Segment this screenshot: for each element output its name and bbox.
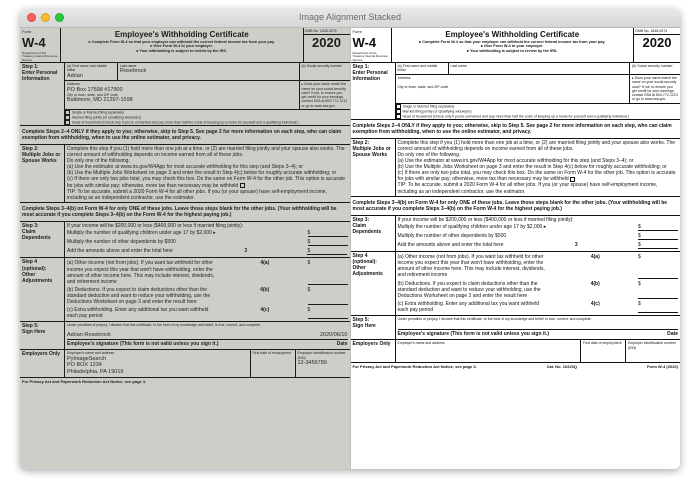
employer-value: PyImageSearch — [67, 355, 107, 362]
dollar-sign: $ — [307, 248, 311, 255]
date-label: Date — [336, 341, 348, 348]
ssn-field[interactable] — [630, 63, 680, 74]
complete-steps-2-4: Complete Steps 2–4 ONLY if they apply to you; otherwise, skip to Step 5. See page 2 for more information on each step, who can claim exemption from withholding, when to use the online estimator, and privacy. — [20, 126, 350, 145]
step4-title: Other Adjustments — [22, 271, 53, 284]
step4b-line — [398, 280, 679, 300]
first-name-field[interactable] — [65, 63, 118, 80]
filing-status-line — [396, 104, 681, 119]
form-title: Employee's Withholding Certificate — [445, 30, 580, 39]
signature-label: Employee's signature (This form is not valid unless you sign it.) — [397, 331, 549, 338]
form-sub2: ▸ Give Form W-4 to your employer. — [481, 44, 544, 49]
address-label: Address — [67, 82, 80, 87]
step4-label: Step 4 (optional): — [352, 253, 377, 266]
step1-fields — [65, 63, 350, 125]
form-name: W-4 — [352, 34, 377, 50]
first-date-field[interactable] — [581, 340, 626, 362]
address-label: Address — [397, 76, 411, 80]
line-number: 4(c) — [260, 307, 270, 314]
address-line — [65, 81, 350, 110]
form-id — [351, 28, 392, 62]
omb-number: OMB No. 1545-0074 — [634, 28, 680, 35]
dollar-sign: $ — [307, 230, 311, 237]
employers-title: Employers Only — [351, 340, 396, 362]
checkbox-icon[interactable] — [65, 120, 70, 125]
ein-label: Employer identification number (EIN) — [297, 351, 346, 360]
signature-area[interactable] — [398, 321, 679, 329]
step4a-line — [67, 259, 348, 285]
total-line — [398, 241, 679, 250]
city-label: City or town, state, and ZIP code — [67, 93, 118, 98]
total-label: Add the amounts above and enter the total here — [397, 242, 504, 249]
form-header — [20, 28, 350, 63]
step5-label-box — [20, 322, 65, 349]
checkbox-icon[interactable] — [570, 177, 575, 182]
first-name-value: Adrian — [67, 72, 83, 79]
ssn-label: (b) Social security number — [632, 64, 673, 68]
employer-name-field[interactable] — [396, 340, 582, 362]
ein-field[interactable] — [626, 340, 680, 362]
signature-label: Employee's signature (This form is not valid unless you sign it.) — [67, 341, 219, 348]
step5-label-box — [351, 316, 396, 339]
step2-label: Step 2: — [22, 146, 39, 153]
children-label: Multiply the number of qualifying children under age 17 by $2,000 ▸ — [397, 223, 547, 230]
children-line — [67, 229, 348, 238]
complete-steps-3-4b: Complete Steps 3–4(b) on Form W-4 for only ONE of these jobs. Leave those steps blank for the other jobs. (Your withholding will be most accurate if you complete Steps 3–4(b) on the Form W-4 for the highest paying job.) — [20, 203, 350, 222]
step4b-line — [67, 286, 348, 306]
step4-row — [351, 252, 681, 316]
perjury-statement: Under penalties of perjury, I declare that this certificate, to the best of my knowledge and belief, is true, correct, and complete. — [397, 317, 592, 322]
form-title-block — [392, 28, 634, 62]
step1-label: Step 1: — [352, 64, 370, 70]
date-value[interactable]: 2020/06/10 — [319, 331, 348, 338]
others-label: Multiply the number of other dependents by $500 — [397, 233, 507, 239]
step2-row — [351, 139, 681, 197]
form-label: Form — [22, 29, 32, 34]
image-panes — [20, 28, 680, 469]
window-title: Image Alignment Stacked — [298, 12, 402, 22]
w4-form-template — [351, 28, 681, 469]
children-amount[interactable] — [308, 230, 348, 237]
form-footer-id: Form W-4 (2020) — [646, 364, 678, 370]
step5-title: Sign Here — [22, 329, 46, 336]
employers-row — [20, 350, 350, 377]
form-title: Employee's Withholding Certificate — [114, 30, 249, 39]
complete-steps-3-4b: Complete Steps 3–4(b) on Form W-4 for only ONE of these jobs. Leave those steps blank for the other jobs. (Your withholding will be most accurate if you complete Steps 3–4(b) on the Form W-4 for the highest paying job.) — [351, 197, 681, 216]
app-window — [20, 9, 680, 469]
step3-intro: If your income will be $200,000 or less ($400,000 or less if married filing jointly): — [397, 216, 574, 223]
form-sub1: ▸ Complete Form W-4 so that your employer can withhold the correct federal income tax from your pay. — [88, 39, 275, 44]
checkbox-icon[interactable] — [396, 114, 401, 119]
step4-label: Step 4 (optional): — [22, 259, 47, 272]
line-number: 3 — [574, 242, 578, 249]
others-amount[interactable] — [638, 233, 678, 240]
ein-value: 12-3456789 — [297, 359, 327, 366]
form-sub1: ▸ Complete Form W-4 so that your employer can withhold the correct federal income tax from your pay. — [419, 39, 606, 44]
last-name-label: Last name — [450, 64, 467, 68]
step4c-amount[interactable] — [308, 307, 348, 319]
line-number: 4(b) — [590, 280, 600, 287]
form-sub3: ▸ Your withholding is subject to review by the IRS. — [467, 49, 558, 53]
status-married-label: Married filing jointly (or Qualifying widow(er)) — [402, 109, 472, 114]
step3-row — [20, 222, 350, 258]
step1-label: Step 1: — [22, 64, 39, 70]
step3-label-box — [351, 216, 396, 251]
step5-label: Step 5: — [352, 317, 370, 324]
step4a-line — [398, 253, 679, 279]
step2-c[interactable] — [398, 170, 679, 182]
ein-field[interactable] — [296, 350, 350, 376]
step5-row — [351, 316, 681, 340]
step2-label-box — [20, 145, 65, 202]
step2-tip: TIP: To be accurate, submit a 2020 Form W-4 for all other jobs. If you (or your spouse) have self-employment income, including as an independent contractor, use the estimator. — [397, 182, 658, 195]
employer-addr2-value: Philadelphia, PA 19019 — [67, 369, 124, 375]
step1-row — [351, 63, 681, 120]
first-name-label: (a) First name and middle initial — [397, 64, 438, 73]
step1-row — [20, 63, 350, 126]
status-hoh[interactable] — [396, 114, 681, 119]
form-year: 2020 — [312, 35, 341, 51]
step3-body — [396, 216, 681, 251]
ssn-label: (b) Social security number — [301, 64, 343, 68]
w4-form-scanned — [20, 28, 350, 469]
step1-title: Enter Personal Information — [22, 70, 58, 83]
step2-b: (b) Use the Multiple Jobs Worksheet on page 3 and enter the result in Step 4(c) below for roughly accurate withholding; or — [397, 164, 667, 171]
dollar-sign: $ — [638, 233, 641, 239]
step5-title: Sign Here — [352, 323, 376, 330]
step4a-label: (a) Other income (not from jobs). If you want tax withheld for other income you expect this year that won't have withholding, enter the amount of other income here. This may include interest, dividends, and retirement income — [397, 254, 545, 279]
form-name: W-4 — [22, 34, 46, 50]
status-married-label: Married filing jointly (or Qualifying widow(er)) — [72, 115, 142, 120]
step2-title: Multiple Jobs or Spouse Works — [352, 145, 391, 158]
form-dept: Department of the Treasury Internal Revenue Service — [352, 50, 388, 63]
last-name-field[interactable] — [449, 63, 631, 74]
step5-row — [20, 322, 350, 350]
others-label: Multiply the number of other dependents by $500 — [67, 239, 176, 246]
step2-p2: Do only one of the following. — [67, 158, 130, 165]
first-date-field[interactable] — [251, 350, 296, 376]
status-hoh-label: Head of household (Check only if you're unmarried and pay more than half the costs of keeping up a home for yourself and a qualifying individual.) — [72, 120, 299, 125]
address-field[interactable] — [65, 81, 300, 109]
line-number: 3 — [244, 248, 248, 255]
step2-p2: Do only one of the following. — [397, 151, 461, 158]
step2-c-label: (c) If there are only two jobs total, you may check this box. Do the same on Form W-4 for the other job. This option is accurate for jobs with similar pay; otherwise, more tax than necessary may be withheld — [67, 176, 345, 189]
name-line — [65, 63, 350, 81]
employers-title: Employers Only — [20, 350, 65, 376]
ssn-field[interactable] — [300, 63, 350, 80]
filing-status-line — [65, 110, 350, 125]
employer-name-label: Employer's name and address — [397, 341, 445, 346]
step4-body — [396, 252, 681, 315]
step4c-label: (c) Extra withholding. Enter any additional tax you want withheld each pay period — [397, 300, 539, 313]
ssn-note: ▸ Does your name match the name on your social security card? If not, to ensure you get credit for your earnings, contact SSA at 800-772-1213 or go to www.ssa.gov. — [301, 82, 348, 108]
dollar-sign: $ — [638, 223, 641, 230]
step2-tip: TIP: To be accurate, submit a 2020 Form W-4 for all other jobs. If you (or your spouse) have self-employment income, including as an independent contractor, use the estimator. — [67, 188, 327, 201]
children-line — [398, 223, 679, 232]
omb-number: OMB No. 1545-0074 — [304, 28, 350, 35]
step4b-label: (b) Deductions. If you expect to claim deductions other than the standard deduction and want to reduce your withholding, use the Deductions Worksheet on page 3 and enter the result here — [397, 280, 541, 299]
step4b-amount[interactable] — [308, 287, 348, 305]
step2-c[interactable] — [67, 176, 348, 188]
step4c-line — [398, 300, 679, 314]
dollar-sign: $ — [307, 260, 311, 267]
step4b-label: (b) Deductions. If you expect to claim deductions other than the standard deduction and want to reduce your withholding, use the Deductions Worksheet on page 3 and enter the result here — [67, 286, 211, 305]
step4-title: Other Adjustments — [352, 265, 383, 278]
signature-line — [67, 331, 348, 340]
signature-labels — [67, 339, 348, 348]
last-name-value: Rosebrock — [120, 68, 147, 75]
form-footer: For Privacy Act and Paperwork Reduction Act Notice, see page 3. — [352, 364, 477, 370]
step3-intro: If your income will be $200,000 or less ($400,000 or less if married filing jointly): — [67, 223, 244, 230]
signature-labels — [398, 329, 679, 338]
form-footer-row — [351, 363, 681, 372]
step2-title: Multiple Jobs or Spouse Works — [22, 152, 61, 165]
last-name-field[interactable] — [118, 63, 300, 80]
status-hoh[interactable] — [65, 120, 350, 125]
last-name-label: Last name — [120, 64, 137, 68]
address-line — [396, 75, 681, 104]
total-label: Add the amounts above and enter the total here — [67, 248, 173, 255]
signature-value[interactable]: Adrian Rosebrock — [67, 331, 111, 338]
dollar-sign: $ — [307, 307, 311, 314]
dollar-sign: $ — [637, 242, 641, 249]
step2-a: (a) Use the estimator at www.irs.gov/W4App for most accurate withholding for this step (and Steps 3–4); or — [67, 164, 303, 171]
step2-body — [65, 145, 350, 202]
cat-number: Cat. No. 10220Q — [546, 364, 578, 370]
step1-title: Enter Personal Information — [352, 70, 388, 83]
first-date-label: First date of employment — [583, 341, 622, 346]
children-label: Multiply the number of qualifying children under age 17 by $2,000 ▸ — [67, 230, 216, 237]
step2-c-label: (c) If there are only two jobs total, you may check this box. Do the same on Form W-4 for the other job. This option is accurate for jobs with similar pay; otherwise, more tax than necessary may be withheld — [397, 170, 676, 183]
form-label: Form — [352, 29, 362, 34]
step2-a: (a) Use the estimator at www.irs.gov/W4App for most accurate withholding for this step (and Steps 3–4); or — [397, 158, 634, 165]
line-number: 4(b) — [260, 286, 270, 293]
line-number: 4(c) — [590, 300, 600, 307]
first-date-label: First date of employment — [252, 351, 292, 356]
form-footer: For Privacy Act and Paperwork Reduction Act Notice, see page 3. — [22, 378, 147, 384]
step4-label-box — [20, 258, 65, 321]
status-single-label: Single or Married filing separately — [72, 110, 124, 115]
title-bar — [20, 9, 680, 28]
step1-label-box — [351, 63, 396, 119]
step2-p1: Complete this step if you (1) hold more than one job at a time, or (2) are married filing jointly and your spouse also works. The correct amount of withholding depends on income earned from all of these jobs. — [397, 139, 676, 152]
form-header — [351, 28, 681, 63]
dollar-sign: $ — [307, 239, 311, 246]
step3-title: Claim Dependents — [22, 229, 51, 242]
form-year: 2020 — [642, 35, 672, 51]
step2-label: Step 2: — [352, 139, 370, 146]
step3-label: Step 3: — [22, 223, 39, 230]
step2-p1: Complete this step if you (1) hold more than one job at a time, or (2) are married filing jointly and your spouse also works. The correct amount of withholding depends on income earned from all of these jobs. — [67, 146, 345, 159]
ssn-note: ▸ Does your name match the name on your social security card? If not, to ensure you get credit for your earnings, contact SSA at 800-772-1213 or go to www.ssa.gov. — [632, 76, 678, 102]
step5-label: Step 5: — [22, 323, 39, 330]
template-image-pane — [350, 28, 681, 469]
step3-row — [351, 216, 681, 252]
step5-body — [396, 316, 681, 339]
step4a-amount[interactable] — [638, 254, 678, 278]
dollar-sign: $ — [638, 254, 641, 261]
step4-row — [20, 258, 350, 322]
perjury-statement: Under penalties of perjury, I declare that this certificate, to the best of my knowledge and belief, is true, correct, and complete. — [67, 323, 262, 328]
step3-body — [65, 222, 350, 257]
form-year-block — [633, 28, 680, 62]
employer-name-label: Employer's name and address — [67, 351, 115, 356]
date-label: Date — [667, 331, 678, 338]
form-dept: Department of the Treasury Internal Revenue Service — [22, 50, 58, 63]
step5-body — [65, 322, 350, 349]
employers-row — [351, 340, 681, 363]
dollar-sign: $ — [638, 280, 641, 287]
total-line — [67, 247, 348, 256]
complete-steps-2-4: Complete Steps 2–4 ONLY if they apply to you; otherwise, skip to Step 5. See page 2 for more information on each step, who can claim exemption from withholding, when to use the online estimator, and privacy. — [351, 120, 681, 139]
step1-fields — [396, 63, 681, 119]
scanned-image-pane — [20, 28, 350, 469]
step2-b: (b) Use the Multiple Jobs Worksheet on page 3 and enter the result in Step 4(c) below for roughly accurate withholding; or — [67, 170, 337, 177]
dollar-sign: $ — [307, 286, 311, 293]
others-line — [67, 238, 348, 247]
address-value: PO Box 17598 #17900 — [67, 86, 123, 93]
step4c-line — [67, 306, 348, 320]
address-field[interactable] — [396, 75, 631, 103]
step4c-amount[interactable] — [638, 301, 678, 313]
first-name-label: (a) First name and middle initial — [67, 64, 107, 73]
others-amount[interactable] — [308, 239, 348, 246]
step2-body — [396, 139, 681, 196]
form-year-block — [303, 28, 350, 62]
employer-name-field[interactable] — [65, 350, 251, 376]
city-label: City or town, state, and ZIP code — [397, 85, 449, 90]
step4b-amount[interactable] — [638, 281, 678, 299]
form-title-block — [61, 28, 303, 62]
children-amount[interactable] — [638, 224, 678, 231]
step4-body — [65, 258, 350, 321]
line-number: 4(a) — [260, 260, 270, 267]
status-single-label: Single or Married filing separately — [402, 104, 455, 109]
first-name-field[interactable] — [396, 63, 449, 74]
others-line — [398, 232, 679, 241]
step4-label-box — [351, 252, 396, 315]
step4c-label: (c) Extra withholding. Enter any additional tax you want withheld each pay period — [67, 307, 209, 320]
ein-label: Employer identification number (EIN) — [628, 341, 677, 350]
step4a-label: (a) Other income (not from jobs). If you want tax withheld for other income you expect this year that won't have withholding, enter the amount of other income here. This may include interest, dividends, and retirement income — [67, 260, 215, 285]
step3-title: Claim Dependents — [352, 222, 382, 235]
total-amount[interactable] — [307, 248, 347, 255]
employer-addr1-value: PO BOX 1234 — [67, 362, 102, 369]
step3-label: Step 3: — [352, 216, 370, 223]
status-hoh-label: Head of household (Check only if you're unmarried and pay more than half the costs of keeping up a home for yourself and a qualifying individual.) — [402, 114, 630, 119]
city-value: Baltimore, MD 21297-1598 — [67, 97, 133, 104]
form-sub2: ▸ Give Form W-4 to your employer. — [150, 44, 213, 49]
form-sub3: ▸ Your withholding is subject to review by the IRS. — [136, 49, 227, 53]
name-line — [396, 63, 681, 75]
step2-row — [20, 145, 350, 203]
step4a-amount[interactable] — [308, 260, 348, 284]
step3-label-box — [20, 222, 65, 257]
checkbox-icon[interactable] — [240, 183, 245, 188]
form-id — [20, 28, 61, 62]
step2-label-box — [351, 139, 396, 196]
step1-label-box — [20, 63, 65, 125]
total-amount[interactable] — [638, 242, 678, 249]
dollar-sign: $ — [638, 300, 641, 307]
line-number: 4(a) — [590, 254, 600, 261]
